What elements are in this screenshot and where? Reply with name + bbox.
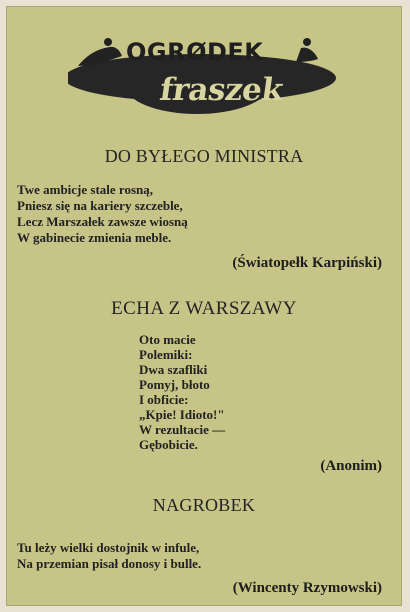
author-3: (Wincenty Rzymowski)	[232, 580, 382, 596]
poem-1	[17, 182, 188, 246]
poem-3-line-1: Tu leży wielki dostojnik w infule,	[17, 540, 200, 555]
author-2: (Anonim)	[320, 458, 382, 474]
poem-1-line-1: Twe ambicje stale rosną,	[17, 182, 153, 197]
poem-1-line-2: Pniesz się na kariery szczeble,	[17, 198, 183, 213]
author-1: (Światopełk Karpiński)	[232, 255, 382, 271]
poem-2-line-2: Polemiki:	[139, 347, 193, 362]
poem-3	[17, 540, 201, 572]
poem-2	[139, 332, 225, 452]
section-title-2: ECHA Z WARSZAWY	[111, 298, 297, 319]
poem-2-line-8: Gębobicie.	[139, 437, 198, 452]
poem-2-line-5: I obficie:	[139, 392, 189, 407]
poem-2-line-6: „Kpie! Idioto!"	[139, 407, 225, 422]
poem-1-line-3: Lecz Marszałek zawsze wiosną	[17, 214, 188, 229]
gardener-right-icon	[296, 48, 318, 62]
poem-2-line-7: W rezultacie —	[139, 422, 226, 437]
gardener-right-head-icon	[303, 38, 311, 46]
masthead-logo	[68, 28, 338, 124]
poem-1-line-4: W gabinecie zmienia meble.	[17, 230, 172, 245]
poem-2-line-1: Oto macie	[139, 332, 196, 347]
poem-3-line-2: Na przemian pisał donosy i bulle.	[17, 556, 202, 571]
section-title-3: NAGROBEK	[152, 495, 256, 515]
logo-word-top: OGRØDEK	[126, 38, 264, 66]
gardener-left-head-icon	[104, 38, 112, 46]
logo-word-bottom: fraszek	[157, 72, 286, 108]
poem-2-line-3: Dwa szafliki	[139, 362, 208, 377]
section-title-1: DO BYŁEGO MINISTRA	[104, 146, 304, 166]
article-panel	[6, 6, 402, 606]
poem-2-line-4: Pomyj, błoto	[139, 377, 210, 392]
